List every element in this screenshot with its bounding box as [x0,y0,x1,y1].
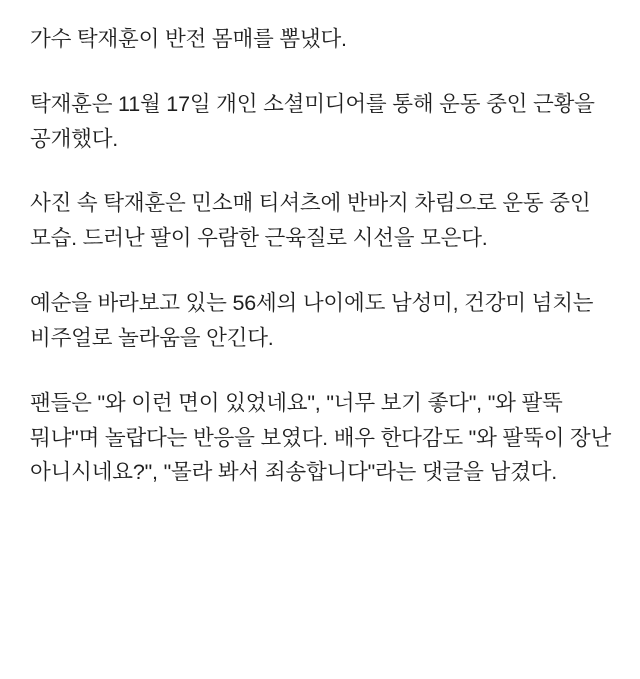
article-paragraph: 예순을 바라보고 있는 56세의 나이에도 남성미, 건강미 넘치는 비주얼로 놀라움을 안긴다. [30,291,600,350]
article-paragraph: 가수 탁재훈이 반전 몸매를 뽐냈다. [30,27,347,51]
article-paragraph: 사진 속 탁재훈은 민소매 티셔츠에 반바지 차림으로 운동 중인 모습. 드러난 팔이 우람한 근육질로 시선을 모은다. [30,191,597,251]
article-paragraph: 탁재훈은 11월 17일 개인 소셜미디어를 통해 운동 중인 근황을 공개했다. [30,91,601,151]
article-paragraph: 팬들은 "와 이런 면이 있었네요", "너무 보기 좋다", "와 팔뚝 뭐냐"며 놀랍다는 반응을 보였다. 배우 한다감도 "와 팔뚝이 장난 아니시네요?", "몰라 봐서 죄송합니다"라는 댓글을 남겼다. [30,390,617,485]
